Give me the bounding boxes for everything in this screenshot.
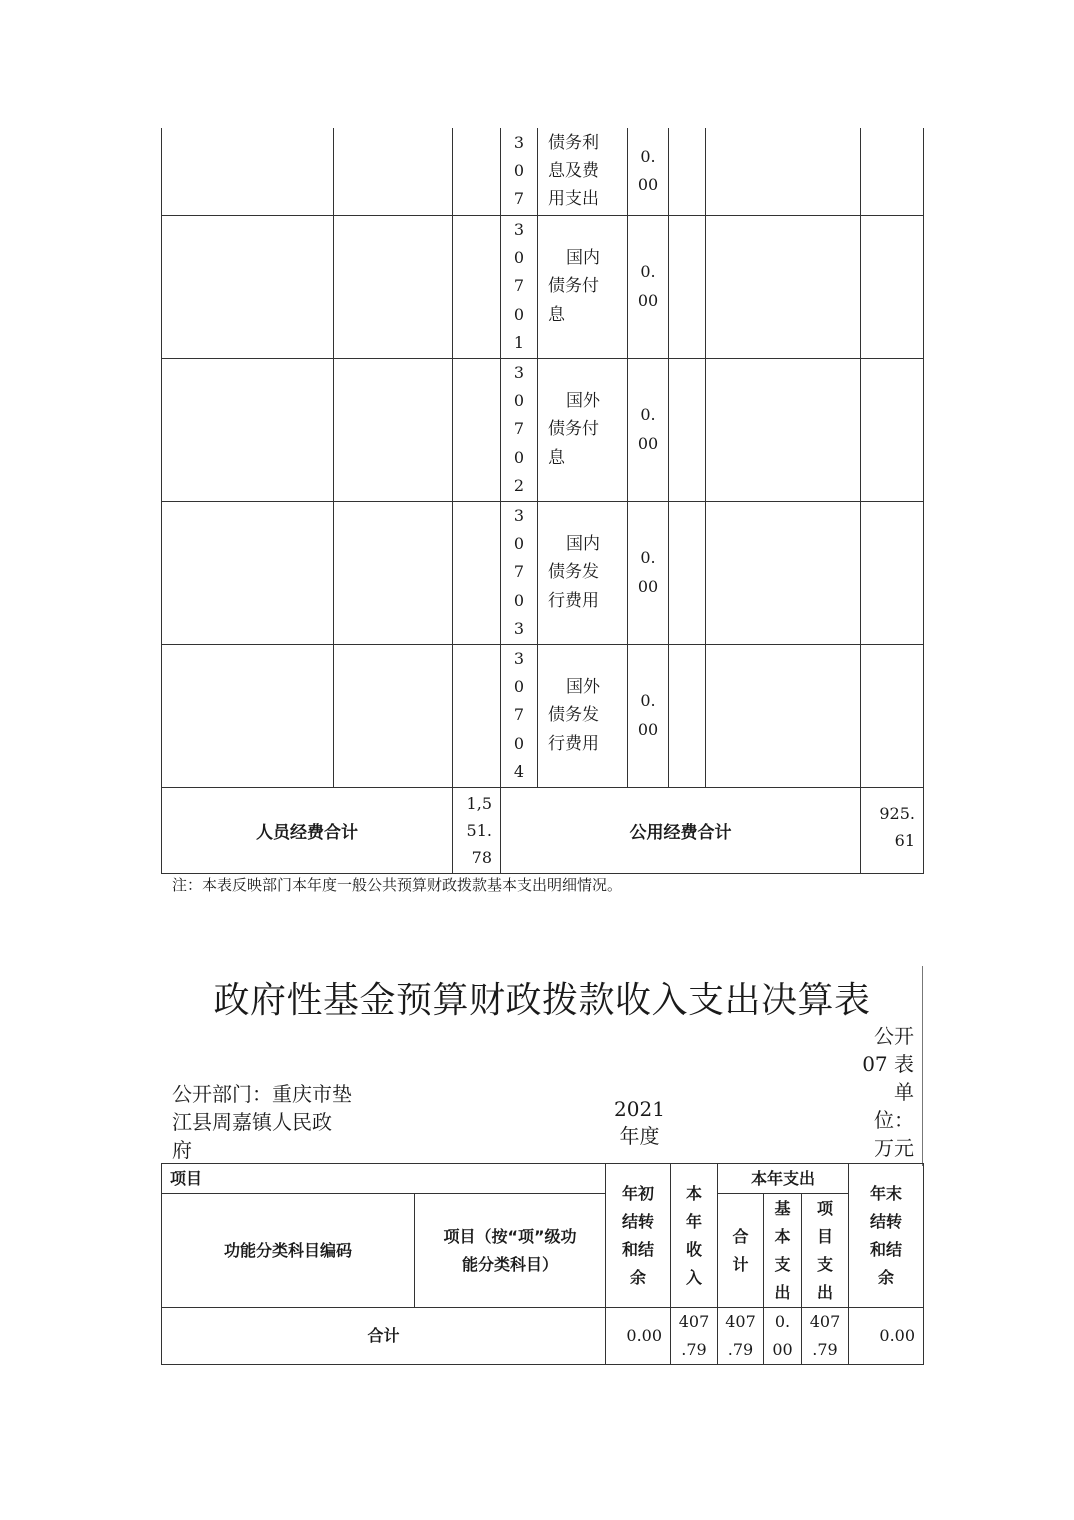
header-item: 项目 — [162, 1164, 606, 1194]
empty-cell — [334, 128, 453, 215]
economic-code: 3 0 7 0 3 — [501, 501, 538, 644]
header-income: 本 年 收 入 — [671, 1164, 718, 1308]
economic-code: 3 0 7 — [501, 128, 538, 215]
empty-cell — [669, 501, 706, 644]
total-income: 407 .79 — [671, 1308, 718, 1365]
amount: 0. 00 — [628, 358, 669, 501]
empty-cell — [669, 644, 706, 787]
empty-cell — [162, 358, 334, 501]
total-basic-expense: 0. 00 — [764, 1308, 802, 1365]
economic-name: 国外 债务发 行费用 — [538, 644, 628, 787]
public-total-amount: 925. 61 — [861, 787, 924, 873]
economic-name: 债务利 息及费 用支出 — [538, 128, 628, 215]
personnel-total-label: 人员经费合计 — [162, 787, 453, 873]
header-func-code: 功能分类科目编码 — [162, 1194, 415, 1308]
empty-cell — [453, 128, 501, 215]
empty-cell — [453, 501, 501, 644]
empty-cell — [861, 358, 924, 501]
table-note: 注：本表反映部门本年度一般公共预算财政拨款基本支出明细情况。 — [172, 876, 623, 894]
header-expense-total: 合 计 — [718, 1194, 764, 1308]
public-total-label: 公用经费合计 — [501, 787, 861, 873]
empty-cell — [162, 644, 334, 787]
amount: 0. 00 — [628, 215, 669, 358]
header-project-expense: 项 目 支 出 — [802, 1194, 849, 1308]
total-end-balance: 0.00 — [849, 1308, 924, 1365]
total-expense: 407 .79 — [718, 1308, 764, 1365]
amount: 0. 00 — [628, 501, 669, 644]
empty-cell — [334, 644, 453, 787]
empty-cell — [162, 501, 334, 644]
totals-row — [162, 787, 924, 873]
table-row — [162, 128, 924, 215]
amount: 0. 00 — [628, 644, 669, 787]
department-label: 公开部门：重庆市垫 江县周嘉镇人民政 府 — [172, 1082, 352, 1162]
empty-cell — [334, 501, 453, 644]
empty-cell — [669, 215, 706, 358]
economic-code: 3 0 7 0 2 — [501, 358, 538, 501]
header-expense: 本年支出 — [718, 1164, 849, 1194]
header-item-name: 项目（按“项”级功 能分类科目） — [415, 1194, 606, 1308]
economic-name: 国内 债务发 行费用 — [538, 501, 628, 644]
header-begin-balance: 年初 结转 和结 余 — [606, 1164, 671, 1308]
table-row — [162, 501, 924, 644]
table-row — [162, 644, 924, 787]
total-begin-balance: 0.00 — [606, 1308, 671, 1365]
empty-cell — [861, 128, 924, 215]
empty-cell — [861, 215, 924, 358]
header-basic-expense: 基 本 支 出 — [764, 1194, 802, 1308]
expense-detail-table — [161, 128, 924, 874]
page-title: 政府性基金预算财政拨款收入支出决算表 — [213, 980, 871, 1021]
empty-cell — [706, 501, 861, 644]
table-row — [162, 215, 924, 358]
empty-cell — [669, 128, 706, 215]
empty-cell — [334, 358, 453, 501]
header-end-balance: 年末 结转 和结 余 — [849, 1164, 924, 1308]
fiscal-year: 2021 年度 — [614, 1097, 665, 1148]
total-row-label: 合计 — [162, 1308, 606, 1365]
empty-cell — [706, 358, 861, 501]
empty-cell — [669, 358, 706, 501]
empty-cell — [334, 215, 453, 358]
empty-cell — [706, 128, 861, 215]
amount: 0. 00 — [628, 128, 669, 215]
empty-cell — [453, 215, 501, 358]
empty-cell — [162, 128, 334, 215]
economic-name: 国内 债务付 息 — [538, 215, 628, 358]
fund-budget-table — [161, 1163, 924, 1365]
economic-code: 3 0 7 0 1 — [501, 215, 538, 358]
economic-code: 3 0 7 0 4 — [501, 644, 538, 787]
personnel-total-amount: 1,5 51. 78 — [453, 787, 501, 873]
form-number: 公开 07 表 单 位： 万元 — [862, 1024, 914, 1160]
economic-name: 国外 债务付 息 — [538, 358, 628, 501]
empty-cell — [453, 358, 501, 501]
empty-cell — [706, 215, 861, 358]
empty-cell — [706, 644, 861, 787]
total-project-expense: 407 .79 — [802, 1308, 849, 1365]
table-row — [162, 358, 924, 501]
empty-cell — [162, 215, 334, 358]
empty-cell — [861, 644, 924, 787]
empty-cell — [861, 501, 924, 644]
empty-cell — [453, 644, 501, 787]
